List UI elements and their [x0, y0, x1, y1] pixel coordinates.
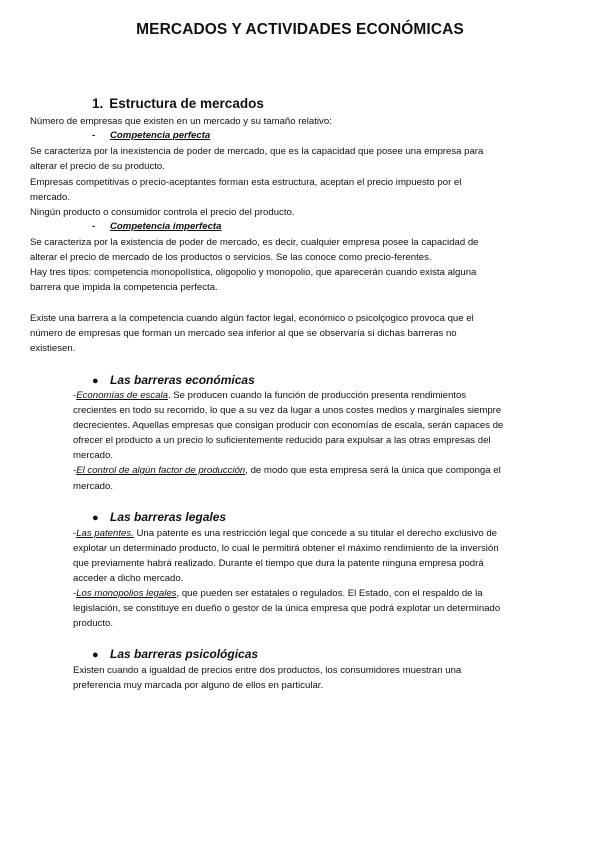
paragraph-line: existiesen. [30, 343, 76, 354]
bullet-dot: ● [92, 375, 99, 387]
paragraph-line: ofrecer el producto a un precio lo suficientemente reducido para expulsar a las otras empresas del [73, 435, 491, 446]
subheading-dash: - [92, 221, 96, 232]
section-heading [92, 96, 264, 111]
item-text: Una patente es una restricción legal que concede a su titular el derecho exclusivo de [133, 528, 497, 539]
item-text: , de modo que esta empresa será la única que componga el [245, 465, 501, 476]
paragraph-line: que previamente habrá realizado. Durante el tiempo que dura la patente ninguna empresa podrá [73, 558, 484, 569]
bullet-heading-text: Las barreras económicas [110, 373, 255, 387]
paragraph-line: mercado. [73, 450, 113, 461]
paragraph-line [73, 526, 573, 541]
paragraph-line: alterar el precio de mercado de los productos o servicios. Se las conoce como precio-ferentes. [30, 252, 432, 263]
bullet-barreras-legales [92, 509, 226, 526]
paragraph-line: preferencia muy marcada por alguno de ellos en particular. [73, 680, 324, 691]
section-heading-text: Estructura de mercados [109, 96, 264, 111]
item-prefix: - [73, 390, 77, 401]
item-text: , que pueden ser estatales o regulados. El Estado, con el respaldo de la [176, 588, 483, 599]
paragraph-line: Se caracteriza por la existencia de poder de mercado, es decir, cualquier empresa posee la capacidad de [30, 237, 479, 248]
item-prefix: - [73, 588, 77, 599]
bullet-dot: ● [92, 649, 99, 661]
paragraph-line: Hay tres tipos: competencia monopolística, oligopolio y monopolio, que aparecerán cuando exista alguna [30, 267, 477, 278]
item-text: . Se producen cuando la función de producción presenta rendimientos [167, 390, 467, 401]
bullet-barreras-economicas [92, 372, 255, 389]
paragraph-line: Ningún producto o consumidor controla el precio del producto. [30, 207, 295, 218]
subheading-text: Competencia imperfecta [110, 221, 222, 232]
item-prefix: - [73, 528, 77, 539]
paragraph-line [73, 463, 573, 478]
paragraph-line: crecientes en todo su recorrido, lo que a su vez da lugar a unos costes medios y marginales siempre [73, 405, 502, 416]
paragraph-line: Existen cuando a igualdad de precios entre dos productos, los consumidores muestran una [73, 665, 462, 676]
bullet-heading-text: Las barreras legales [110, 510, 227, 524]
paragraph-line: Se caracteriza por la inexistencia de poder de mercado, que es la capacidad que posee una empresa para [30, 146, 484, 157]
paragraph-line: alterar el precio de su producto. [30, 161, 165, 172]
bullet-heading-text: Las barreras psicológicas [110, 647, 259, 661]
paragraph-line: acceder a dicho mercado. [73, 573, 184, 584]
paragraph-line: barrera que impida la competencia perfecta. [30, 282, 218, 293]
paragraph-line: número de empresas que forman un mercado sea inferior al que se observaría si dichas barreras no [30, 328, 457, 339]
section-intro: Número de empresas que existen en un mercado y su tamaño relativo: [30, 116, 332, 127]
bullet-barreras-psicologicas [92, 646, 258, 663]
paragraph-line: mercado. [73, 481, 113, 492]
paragraph-line: legislación, se constituye en dueño o gestor de la única empresa que podrá explotar un determinado [73, 603, 501, 614]
paragraph-line: explotar un determinado producto, lo cual le permitirá obtener el máximo rendimiento de la inversión [73, 543, 499, 554]
bullet-dot: ● [92, 512, 99, 524]
paragraph-line: producto. [73, 618, 114, 629]
term-las-patentes: Las patentes. [76, 528, 134, 539]
section-number: 1. [92, 96, 104, 111]
term-monopolios-legales: Los monopolios legales [76, 588, 177, 599]
paragraph-line: decrecientes. Aquellas empresas que consigan producir con economías de escala, serán capaces de [73, 420, 504, 431]
paragraph-line: Existe una barrera a la competencia cuando algún factor legal, económico o psicolçogico provoca que el [30, 313, 474, 324]
item-prefix: - [73, 465, 77, 476]
document-title: MERCADOS Y ACTIVIDADES ECONÓMICAS [136, 21, 464, 38]
subheading-competencia-imperfecta [92, 220, 221, 234]
paragraph-line [73, 586, 573, 601]
paragraph-line: mercado. [30, 192, 70, 203]
subheading-text: Competencia perfecta [110, 130, 211, 141]
term-economias-de-escala: Economías de escala [76, 390, 168, 401]
subheading-competencia-perfecta [92, 129, 210, 143]
subheading-dash: - [92, 130, 96, 141]
paragraph-line: Empresas competitivas o precio-aceptantes forman esta estructura, aceptan el precio impuesto por el [30, 177, 462, 188]
paragraph-line [73, 388, 573, 403]
term-control-factor-produccion: El control de algún factor de producción [76, 465, 246, 476]
